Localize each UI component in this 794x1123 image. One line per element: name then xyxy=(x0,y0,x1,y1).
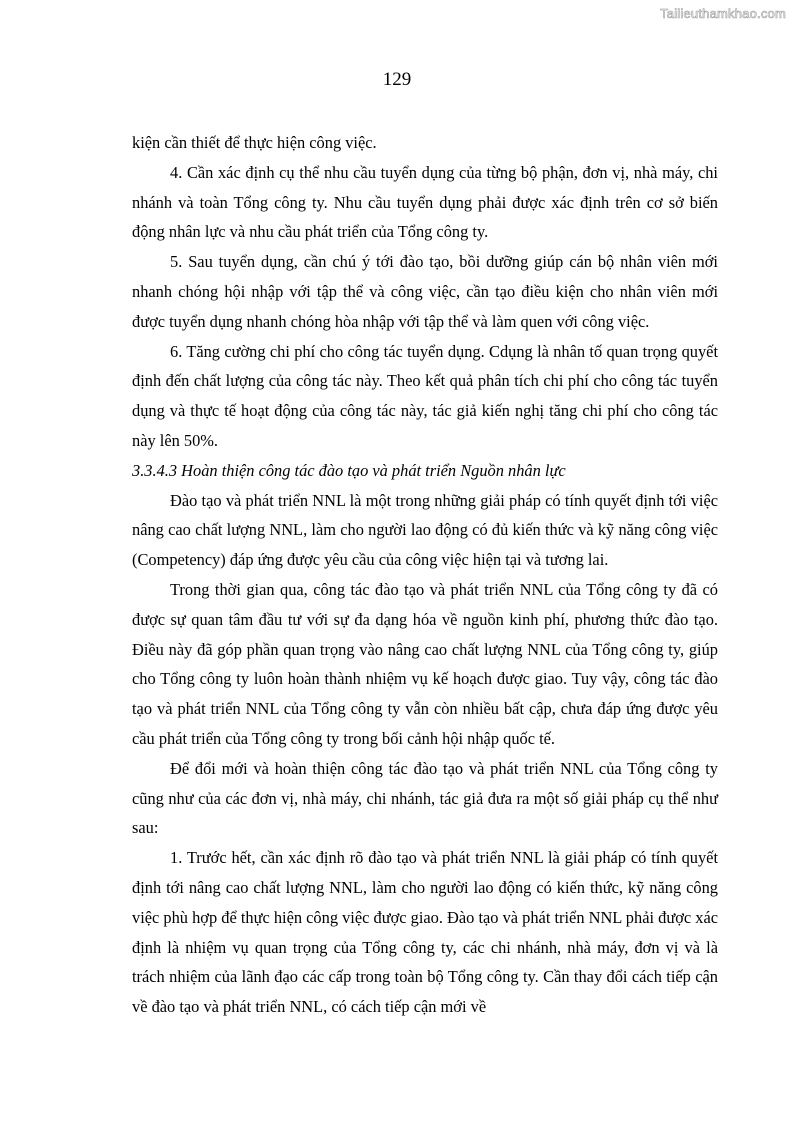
paragraph-item-5: 5. Sau tuyển dụng, cần chú ý tới đào tạo, bồi dưỡng giúp cán bộ nhân viên mới nhanh chóng hội nhập với tập thể và công việc, cần tạo điều kiện cho nhân viên mới được tuyển dụng nhanh chóng hòa nhập với tập thể và làm quen với công việc. xyxy=(132,252,718,331)
page-body xyxy=(132,128,718,1022)
paragraph-solutions-intro: Để đổi mới và hoàn thiện công tác đào tạo và phát triển NNL của Tổng công ty cũng như của các đơn vị, nhà máy, chi nhánh, tác giả đưa ra một số giải pháp cụ thể như sau: xyxy=(132,758,718,838)
section-heading: 3.3.4.3 Hoàn thiện công tác đào tạo và phát triển Nguồn nhân lực xyxy=(132,460,566,480)
watermark-text: Tailieuthamkhao.com xyxy=(660,6,786,21)
paragraph-item-6: 6. Tăng cường chi phí cho công tác tuyển dụng. Cdụng là nhân tố quan trọng quyết định đến chất lượng của công tác này. Theo kết quả phân tích chi phí cho công tác tuyển dụng và thực tế hoạt động của công tác này, tác giả kiến nghị tăng chi phí cho công tác này lên 50%. xyxy=(132,341,718,450)
paragraph-context: Trong thời gian qua, công tác đào tạo và phát triển NNL của Tổng công ty đã có được sự quan tâm đầu tư với sự đa dạng hóa về nguồn kinh phí, phương thức đào tạo. Điều này đã góp phần quan trọng vào nâng cao chất lượng NNL của Tổng công ty, giúp cho Tổng công ty luôn hoàn thành nhiệm vụ kế hoạch được giao. Tuy vậy, công tác đào tạo và phát triển NNL của Tổng công ty vẫn còn nhiều bất cập, chưa đáp ứng được yêu cầu phát triển của Tổng công ty trong bối cảnh hội nhập quốc tế. xyxy=(132,579,718,748)
page-number: 129 xyxy=(382,69,412,90)
paragraph-intro: Đào tạo và phát triển NNL là một trong những giải pháp có tính quyết định tới việc nâng cao chất lượng NNL, làm cho người lao động có đủ kiến thức và kỹ năng công việc (Competency) đáp ứng được yêu cầu của công việc hiện tại và tương lai. xyxy=(132,490,718,570)
paragraph-continuation: kiện cần thiết để thực hiện công việc. xyxy=(132,133,377,152)
paragraph-item-4: 4. Cần xác định cụ thể nhu cầu tuyển dụng của từng bộ phận, đơn vị, nhà máy, chi nhánh và toàn Tổng công ty. Nhu cầu tuyển dụng phải được xác định trên cơ sở biến động nhân lực và nhu cầu phát triển của Tổng công ty. xyxy=(132,162,718,242)
paragraph-solution-1: 1. Trước hết, cần xác định rõ đào tạo và phát triển NNL là giải pháp có tính quyết định tới nâng cao chất lượng NNL, làm cho người lao động có kiến thức, kỹ năng công việc phù hợp để thực hiện công việc được giao. Đào tạo và phát triển NNL phải được xác định là nhiệm vụ quan trọng của Tổng công ty, các chi nhánh, nhà máy, đơn vị và là trách nhiệm của lãnh đạo các cấp trong toàn bộ Tổng công ty. Cần thay đổi cách tiếp cận về đào tạo và phát triển NNL, có cách tiếp cận mới về xyxy=(132,848,718,1017)
